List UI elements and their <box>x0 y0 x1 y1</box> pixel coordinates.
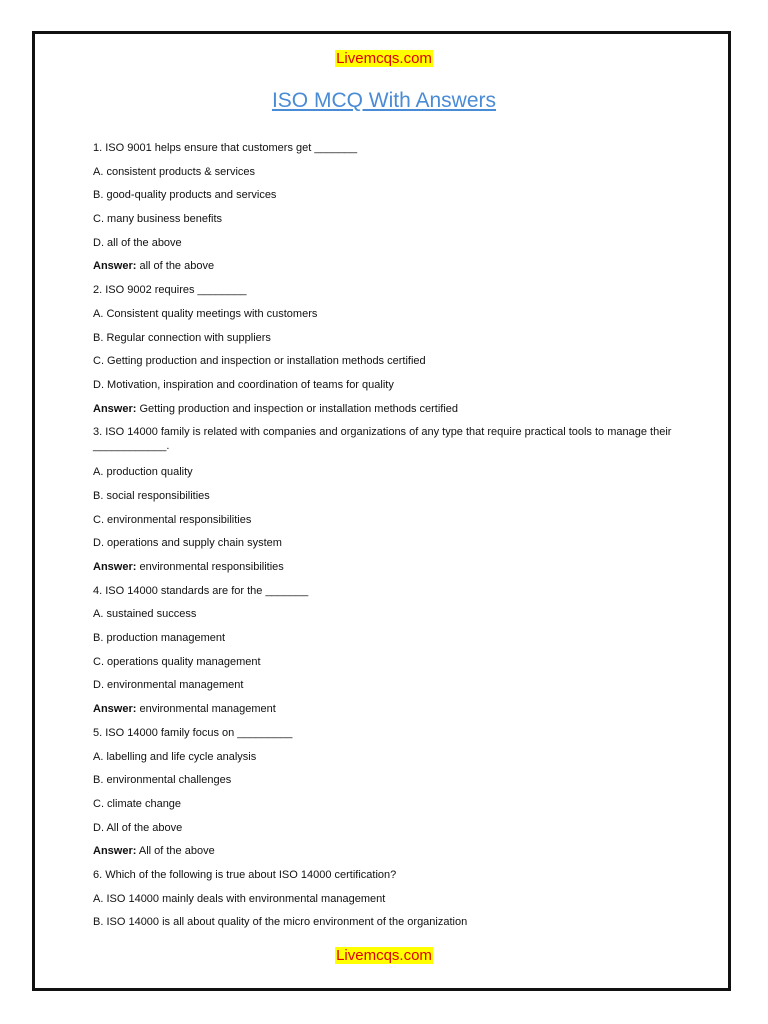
option: A. Consistent quality meetings with customers <box>93 307 318 320</box>
option: B. ISO 14000 is all about quality of the micro environment of the organization <box>93 916 468 929</box>
brand-text: Livemcqs.com <box>336 947 432 964</box>
question-text: 5. ISO 14000 family focus on _________ <box>93 726 293 739</box>
option: B. social responsibilities <box>93 489 210 502</box>
option: D. operations and supply chain system <box>93 537 282 550</box>
option: C. climate change <box>93 797 182 810</box>
question-text: 3. ISO 14000 family is related with companies and organizations of any type that require practical tools to manage their ____________. <box>93 426 672 453</box>
answer-label: Answer: <box>93 260 137 273</box>
option: D. all of the above <box>93 236 182 249</box>
answer-line <box>93 402 673 426</box>
option: A. sustained success <box>93 608 197 621</box>
brand-text: Livemcqs.com <box>336 50 432 67</box>
question-text: 6. Which of the following is true about ISO 14000 certification? <box>93 868 397 881</box>
option: C. Getting production and inspection or installation methods certified <box>93 355 426 368</box>
question-text: 4. ISO 14000 standards are for the _______ <box>93 584 309 597</box>
option: D. All of the above <box>93 821 183 834</box>
option: B. Regular connection with suppliers <box>93 331 271 344</box>
option: D. environmental management <box>93 679 244 692</box>
question-text: 1. ISO 9001 helps ensure that customers get _______ <box>93 142 358 154</box>
option: A. labelling and life cycle analysis <box>93 750 257 763</box>
option: A. ISO 14000 mainly deals with environmental management <box>93 892 386 905</box>
option: B. good-quality products and services <box>93 189 277 202</box>
option: C. many business benefits <box>93 213 223 226</box>
page-title: ISO MCQ With Answers <box>271 89 497 112</box>
answer-text: all of the above <box>139 260 215 273</box>
answer-text: environmental responsibilities <box>139 561 284 573</box>
answer-label: Answer: <box>93 402 137 415</box>
option: A. consistent products & services <box>93 165 256 178</box>
option: B. environmental challenges <box>93 774 232 787</box>
answer-line <box>93 259 673 283</box>
answer-text: environmental management <box>139 703 276 716</box>
question-text: 2. ISO 9002 requires ________ <box>93 284 247 297</box>
answer-line <box>93 560 673 584</box>
option: B. production management <box>93 632 226 645</box>
answer-text: All of the above <box>138 845 215 858</box>
answer-line <box>93 844 673 868</box>
answer-label: Answer: <box>93 561 137 573</box>
option: A. production quality <box>93 466 193 479</box>
option: C. operations quality management <box>93 655 261 668</box>
answer-label: Answer: <box>93 845 137 858</box>
answer-text: Getting production and inspection or installation methods certified <box>139 402 459 415</box>
question-list <box>93 141 673 939</box>
option: C. environmental responsibilities <box>93 513 252 526</box>
answer-line <box>93 702 673 726</box>
site-brand-header <box>0 50 768 68</box>
site-brand-footer <box>0 947 768 965</box>
option: D. Motivation, inspiration and coordination of teams for quality <box>93 378 394 391</box>
answer-label: Answer: <box>93 703 137 716</box>
